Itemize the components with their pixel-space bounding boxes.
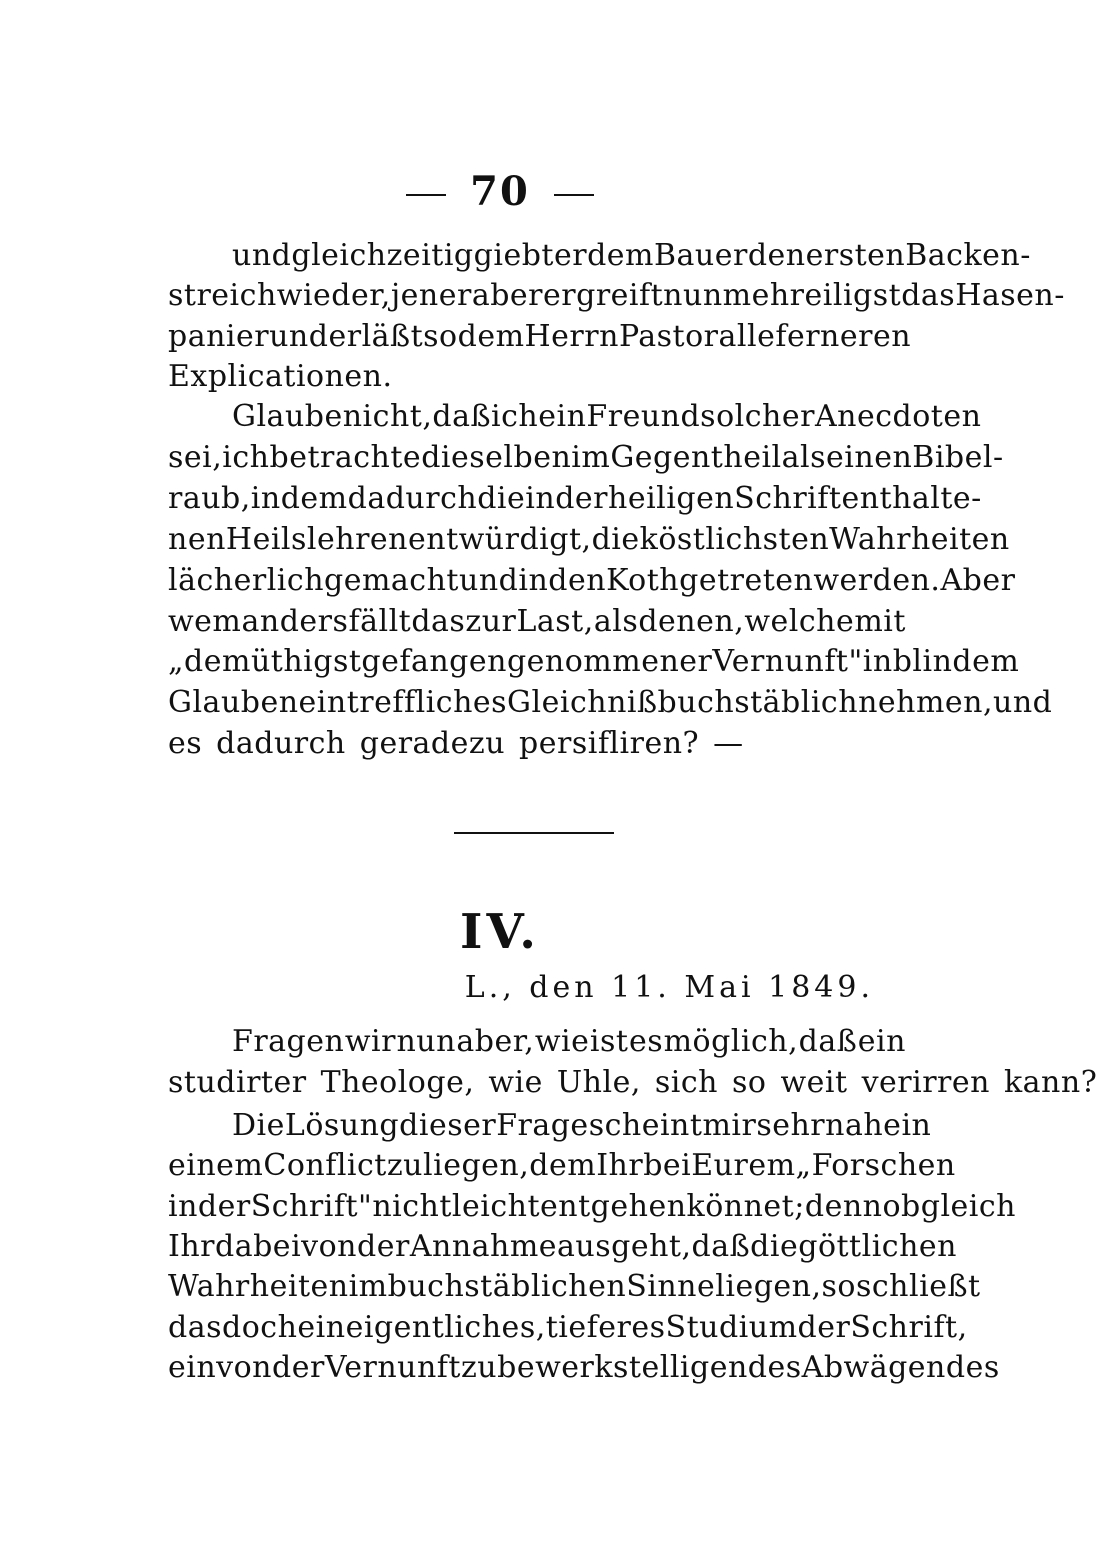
text-line: wem anders fällt das zur Last, als denen, welche mit [168,604,906,639]
text-line: sei, ich betrachte dieselben im Gegentheil als einen Bibel- [168,440,1004,475]
section-divider [454,832,614,834]
text-line: streich wieder, jener aber ergreift nunmehr eiligst das Hasen- [168,278,1065,313]
section-heading: IV. [459,904,540,960]
text-line: Wahrheiten im buchstäblichen Sinne liegen, so schließt [168,1269,981,1304]
text-line: Glauben ein treffliches Gleichniß buchstäblich nehmen, und [168,685,1053,720]
text-line: es dadurch geradezu persifliren? — [168,726,744,761]
page-number-header [0,168,1000,215]
text-line: „demüthigst gefangengenommener Vernunft" in blindem [168,644,1020,679]
text-line: Fragen wir nun aber, wie ist es möglich, daß ein [232,1024,906,1059]
text-line: Die Lösung dieser Frage scheint mir sehr nahe in [232,1108,932,1143]
page-number: 70 [470,168,530,215]
text-line: raub, indem dadurch die in der heiligen Schrift enthalte- [168,481,982,516]
text-line: Ihr dabei von der Annahme ausgeht, daß die göttlichen [168,1229,957,1264]
text-line: panier und erläßt so dem Herrn Pastor alle ferneren [168,319,912,354]
text-line: studirter Theologe, wie Uhle, sich so weit verirren kann? [168,1065,1097,1100]
text-line: Explicationen. [168,359,393,394]
right-dash [554,194,594,196]
text-line: ein von der Vernunft zu bewerkstelligendes Abwägen des [168,1350,1000,1385]
text-line: einem Conflict zu liegen, dem Ihr bei Eurem „Forschen [168,1148,956,1183]
dateline: L., den 11. Mai 1849. [464,970,874,1005]
text-line: und gleichzeitig giebt er dem Bauer den ersten Backen- [232,238,1031,273]
left-dash [406,194,446,196]
text-line: lächerlich gemacht und in den Koth getreten werden. Aber [168,563,1016,598]
text-line: in der Schrift" nicht leicht entgehen könnet; denn obgleich [168,1189,1017,1224]
text-line: nen Heilslehren entwürdigt, die köstlichsten Wahrheiten [168,522,1010,557]
text-line: Glaube nicht, daß ich ein Freund solcher Anecdoten [232,399,982,434]
text-line: das doch ein eigentliches, tieferes Studium der Schrift, [168,1310,968,1345]
